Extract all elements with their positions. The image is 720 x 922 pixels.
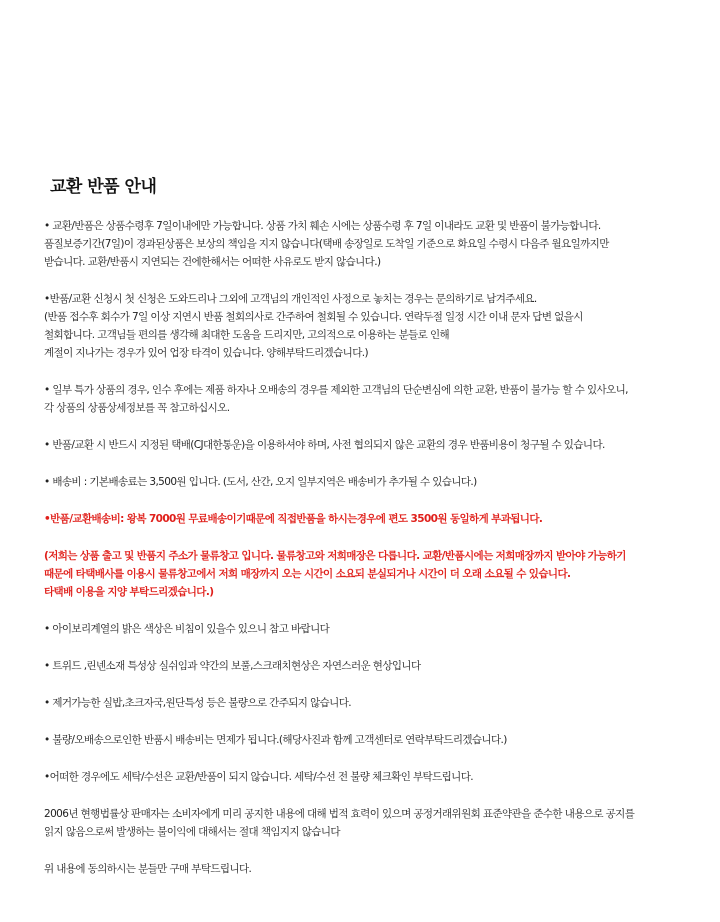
notice-line: 철회합니다. 고객님들 편의를 생각해 최대한 도움을 드리지만, 고의적으로 이용하는 분들로 인해 [44,329,450,341]
paragraph-gap [44,712,694,731]
notice-paragraph [44,436,694,454]
paragraph-gap [44,417,694,436]
notice-paragraph [44,620,694,638]
paragraph-gap [44,638,694,657]
notice-line: 받습니다. 교환/반품시 지연되는 건에한해서는 어떠한 사유로도 받지 않습니다.) [44,256,381,268]
paragraph-gap [44,271,694,290]
notice-paragraph [44,860,694,878]
notice-line: 계절이 지나가는 경우가 있어 업장 타격이 있습니다. 양해부탁드리겠습니다.) [44,347,368,359]
paragraph-gap [44,601,694,620]
notice-line: • 일부 특가 상품의 경우, 인수 후에는 제품 하자나 오배송의 경우를 제외한 고객님의 단순변심에 의한 교환, 반품이 불가능 할 수 있사오니, [44,384,628,396]
notice-line: • 트위드 ,린넨소재 특성상 실쉬임과 약간의 보풀,스크래치현상은 자연스러운 현상입니다 [44,660,421,672]
notice-paragraph [44,731,694,749]
notice-line: • 제거가능한 실밥,초크자국,원단특성 등은 불량으로 간주되지 않습니다. [44,697,351,709]
notice-line: •반품/교환배송비: 왕복 7000원 무료배송이기때문에 직접반품을 하시는경우에 편도 3500원 동일하게 부과됩니다. [44,513,543,525]
notice-line: 각 상품의 상품상세정보를 꼭 참고하십시오. [44,402,230,414]
paragraph-gap [44,454,694,473]
notice-line: 위 내용에 동의하시는 분들만 구매 부탁드립니다. [44,863,252,875]
notice-line: • 배송비 : 기본배송료는 3,500원 입니다. (도서, 산간, 오지 일부지역은 배송비가 추가될 수 있습니다.) [44,476,477,488]
notice-paragraph-emphasis [44,547,694,601]
notice-line: • 교환/반품은 상품수령후 7일이내에만 가능합니다. 상품 가치 훼손 시에는 상품수령 후 7일 이내라도 교환 및 반품이 불가능합니다. [44,220,601,232]
notice-line: (저희는 상품 출고 및 반품지 주소가 물류창고 입니다. 물류창고와 저희매장은 다릅니다. 교환/반품시에는 저희매장까지 받아야 가능하기 [44,550,626,562]
notice-line: • 아이보리계열의 밝은 색상은 비침이 있을수 있으니 참고 바랍니다 [44,623,330,635]
notice-paragraph [44,805,694,841]
notice-line: 2006년 현행법률상 판매자는 소비자에게 미리 공지한 내용에 대해 법적 효력이 있으며 공정거래위원회 표준약관을 준수한 내용으로 공지를 [44,808,635,820]
notice-line: 때문에 타택배사를 이용시 물류창고에서 저희 매장까지 오는 시간이 소요되 분실되거나 시간이 더 오래 소요될 수 있습니다. [44,568,571,580]
paragraph-gap [44,841,694,860]
notice-line: • 반품/교환 시 반드시 지정된 택배(CJ대한통운)을 이용하셔야 하며, 사전 협의되지 않은 교환의 경우 반품비용이 청구될 수 있습니다. [44,439,605,451]
paragraph-gap [44,528,694,547]
notice-paragraph [44,657,694,675]
notice-paragraph [44,381,694,417]
notice-line: • 불량/오배송으로인한 반품시 배송비는 면제가 됩니다.(해당사진과 함께 고객센터로 연락부탁드리겠습니다.) [44,734,507,746]
notice-paragraph [44,217,694,271]
notice-line: 타택배 이용을 지양 부탁드리겠습니다.) [44,586,214,598]
notice-content [44,217,694,878]
notice-line: •어떠한 경우에도 세탁/수선은 교환/반품이 되지 않습니다. 세탁/수선 전 불량 체크확인 부탁드립니다. [44,771,473,783]
notice-line: (반품 접수후 회수가 7일 이상 지연시 반품 철회의사로 간주하여 철회될 수 있습니다. 연락두절 일정 시간 이내 문자 답변 없을시 [44,311,583,323]
notice-paragraph [44,290,694,362]
paragraph-gap [44,362,694,381]
notice-paragraph [44,768,694,786]
notice-paragraph-emphasis [44,510,694,528]
page-title: 교환 반품 안내 [50,177,157,197]
paragraph-gap [44,786,694,805]
notice-line: •반품/교환 신청시 첫 신청은 도와드리나 그외에 고객님의 개인적인 사정으로 놓치는 경우는 문의하기로 남겨주세요. [44,293,537,305]
notice-paragraph [44,473,694,491]
paragraph-gap [44,491,694,510]
paragraph-gap [44,675,694,694]
notice-paragraph [44,694,694,712]
notice-line: 읽지 않음으로써 발생하는 불이익에 대해서는 절대 책임지지 않습니다 [44,826,340,838]
notice-line: 품질보증기간(7일)이 경과된상품은 보상의 책임을 지지 않습니다(택배 송장일로 도착일 기준으로 화요일 수령시 다음주 월요일까지만 [44,238,609,250]
paragraph-gap [44,749,694,768]
